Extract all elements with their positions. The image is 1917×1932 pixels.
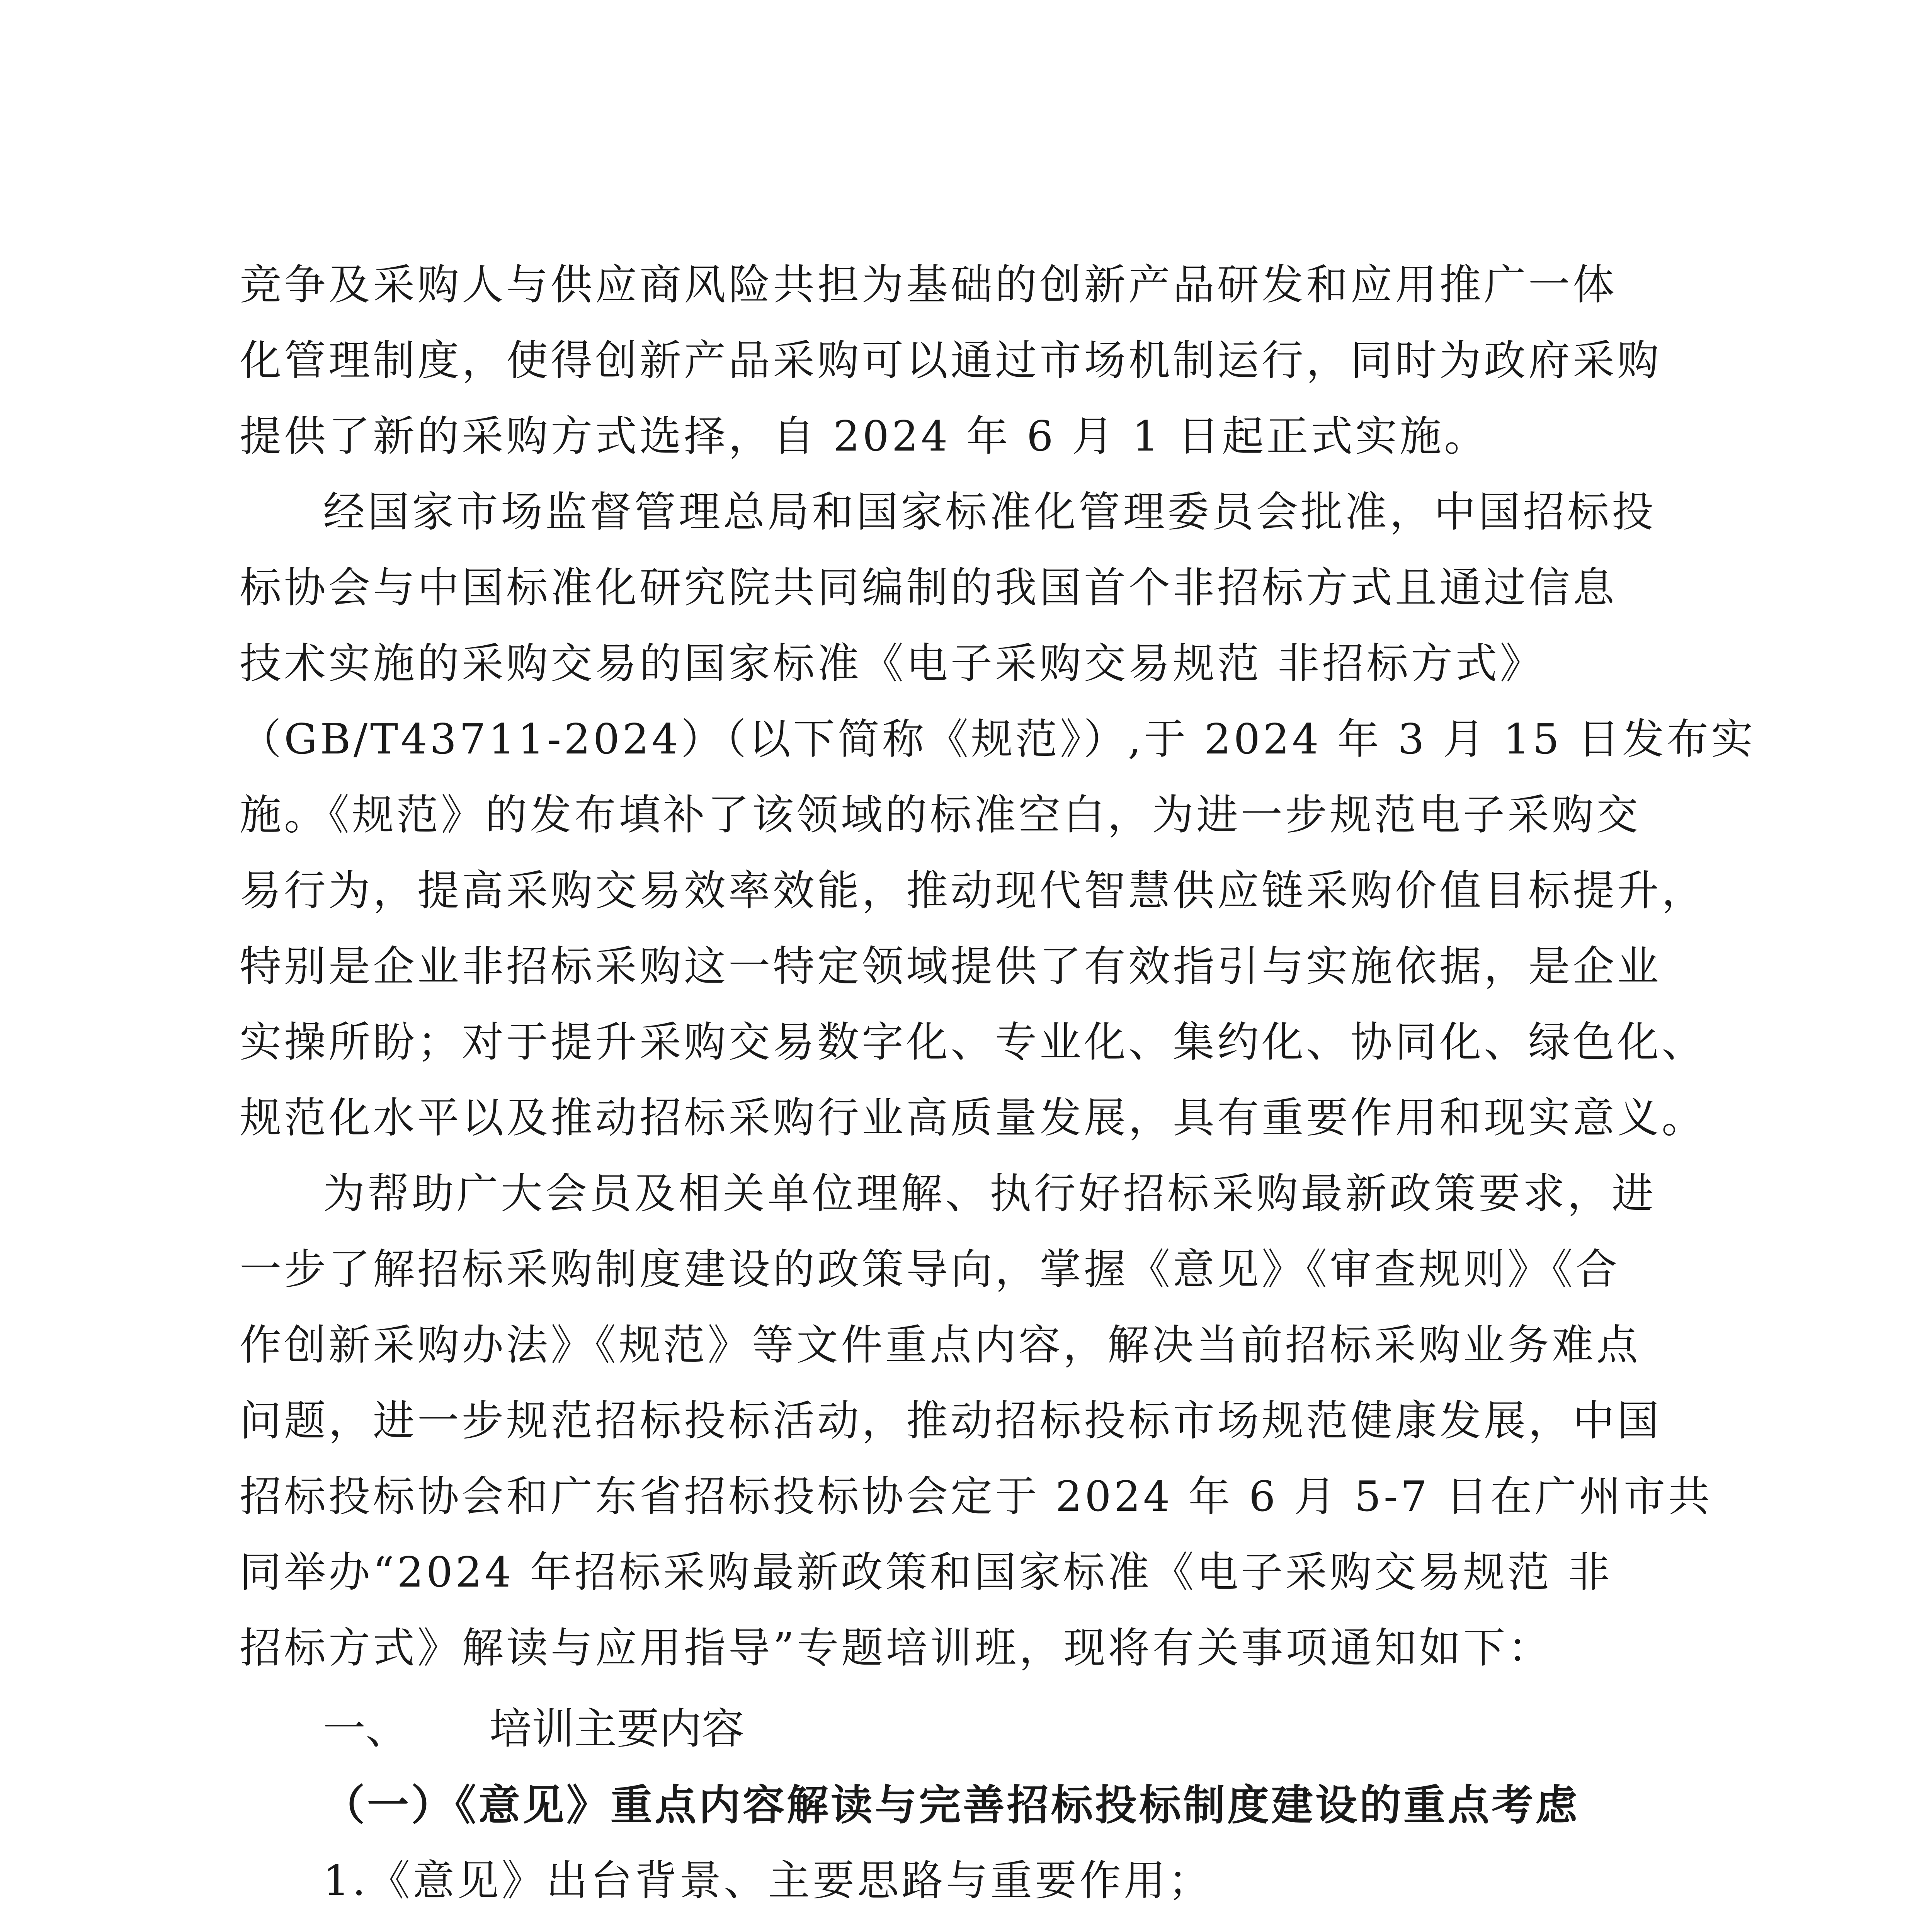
text-line: 易行为，提高采购交易效率效能，推动现代智慧供应链采购价值目标提升，	[240, 867, 1706, 915]
text-line: 问题，进一步规范招标投标活动，推动招标投标市场规范健康发展，中国	[240, 1397, 1662, 1445]
text-line: 提供了新的采购方式选择，自 2024 年 6 月 1 日起正式实施。	[240, 412, 1489, 461]
text-line: 化管理制度，使得创新产品采购可以通过市场机制运行，同时为政府采购	[240, 337, 1662, 385]
section-number: 一、	[323, 1704, 408, 1753]
text-line: 1.《意见》出台背景、主要思路与重要作用；	[323, 1857, 1213, 1905]
text-line: 招标投标协会和广东省招标投标协会定于 2024 年 6 月 5-7 日在广州市共	[240, 1473, 1713, 1521]
list-item	[240, 1843, 1677, 1919]
text-line: 特别是企业非招标采购这一特定领域提供了有效指引与实施依据，是企业	[240, 942, 1662, 991]
paragraph-continuation	[240, 247, 1677, 474]
paragraph-training-notice	[240, 1156, 1713, 1686]
text-line: 同举办“2024 年招标采购最新政策和国家标准《电子采购交易规范 非	[240, 1548, 1613, 1597]
text-line: （GB/T43711-2024）（以下简称《规范》）,于 2024 年 3 月 15 日发布实	[240, 715, 1756, 764]
document-body	[240, 247, 1756, 1932]
text-line: 招标方式》解读与应用指导”专题培训班，现将有关事项通知如下：	[240, 1624, 1553, 1672]
section-title: 培训主要内容	[489, 1704, 744, 1753]
text-line: 竞争及采购人与供应商风险共担为基础的创新产品研发和应用推广一体	[240, 261, 1618, 309]
text-line: 实操所盼；对于提升采购交易数字化、专业化、集约化、协同化、绿色化、	[240, 1018, 1706, 1066]
text-line: 规范化水平以及推动招标采购行业高质量发展，具有重要作用和现实意义。	[240, 1094, 1706, 1142]
paragraph-standard-announcement	[240, 474, 1756, 1156]
text-line: 一步了解招标采购制度建设的政策导向，掌握《意见》《审查规则》《合	[240, 1245, 1620, 1294]
section-heading	[240, 1690, 1677, 1767]
text-line: 技术实施的采购交易的国家标准《电子采购交易规范 非招标方式》	[240, 639, 1544, 688]
text-line: 经国家市场监督管理总局和国家标准化管理委员会批准，中国招标投	[323, 488, 1657, 536]
text-line	[240, 1919, 1677, 1932]
text-line: 为帮助广大会员及相关单位理解、执行好招标采购最新政策要求，进	[323, 1170, 1657, 1218]
text-line: 施。《规范》的发布填补了该领域的标准空白，为进一步规范电子采购交	[240, 791, 1641, 839]
text-line: 作创新采购办法》《规范》等文件重点内容，解决当前招标采购业务难点	[240, 1321, 1641, 1369]
list-item	[240, 1919, 1677, 1932]
subsection-heading: （一）《意见》重点内容解读与完善招标投标制度建设的重点考虑	[323, 1781, 1580, 1830]
text-line: 标协会与中国标准化研究院共同编制的我国首个非招标方式且通过信息	[240, 564, 1618, 612]
